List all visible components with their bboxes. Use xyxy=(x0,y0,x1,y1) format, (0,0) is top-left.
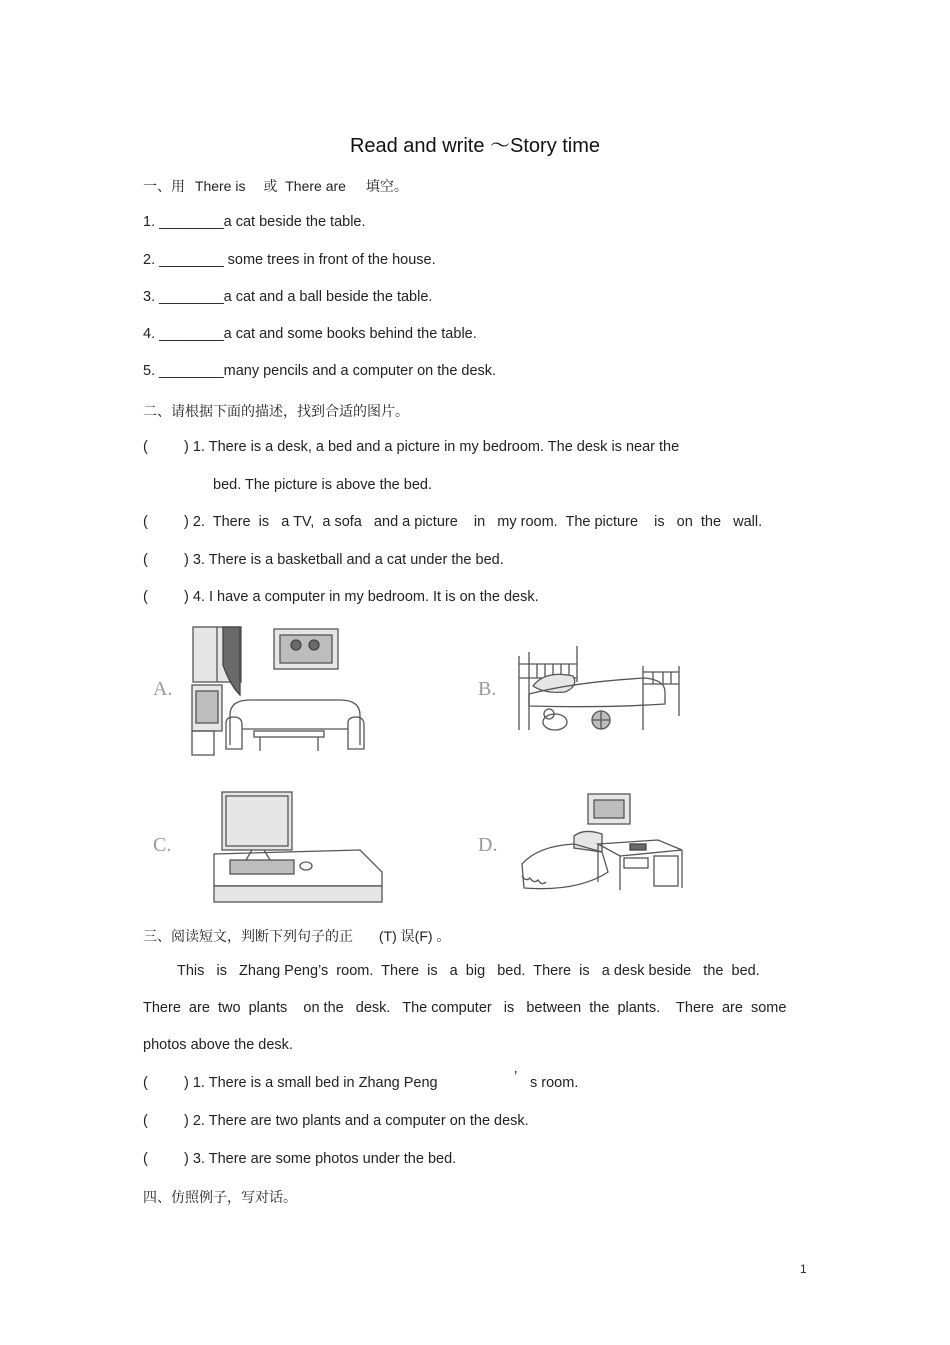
exercise-item: ) 2. There are two plants and a computer on the desk. xyxy=(184,1113,529,1129)
heading-part: 或 xyxy=(263,178,278,194)
exercise-item: 1. ________a cat beside the table. xyxy=(143,214,366,230)
heading-part: 填空。 xyxy=(365,178,408,194)
picture-b-bed xyxy=(515,642,685,738)
exercise-item: ) 1. There is a desk, a bed and a picture in my bedroom. The desk is near the xyxy=(184,439,680,455)
answer-paren: ( xyxy=(143,552,148,568)
exercise-item: 2. ________ some trees in front of the house. xyxy=(143,252,436,268)
exercise-item: 3. ________a cat and a ball beside the table. xyxy=(143,289,433,305)
section1-heading xyxy=(143,176,408,196)
heading-part: There is xyxy=(194,178,246,194)
section2-heading: 二、请根据下面的描述，找到合适的图片。 xyxy=(143,403,409,419)
page-title: Read and write ～Story time xyxy=(349,135,601,157)
picture-a-living-room xyxy=(190,625,365,757)
passage-line: photos above the desk. xyxy=(143,1037,293,1053)
answer-paren: ( xyxy=(143,589,148,605)
section3-heading xyxy=(143,926,450,946)
picture-d-bedroom xyxy=(518,792,686,896)
heading-part: 一、用 xyxy=(143,178,185,194)
heading-part: (T) 误(F) 。 xyxy=(378,928,451,944)
answer-paren: ( xyxy=(143,439,148,455)
exercise-item: ) 3. There are some photos under the bed. xyxy=(184,1151,457,1167)
passage-line: There are two plants on the desk. The computer is between the plants. There are some xyxy=(143,1000,787,1016)
exercise-item: ) 3. There is a basketball and a cat under the bed. xyxy=(184,552,504,568)
answer-paren: ( xyxy=(143,514,148,530)
answer-paren: ( xyxy=(143,1075,148,1091)
picture-label-c: C. xyxy=(153,834,172,856)
exercise-item: ) 4. I have a computer in my bedroom. It is on the desk. xyxy=(184,589,539,605)
picture-c-computer xyxy=(210,790,385,904)
page-number: 1 xyxy=(800,1262,807,1276)
answer-paren: ( xyxy=(143,1113,148,1129)
apostrophe: ’ xyxy=(514,1069,518,1085)
heading-part: There are xyxy=(285,178,346,194)
section4-heading: 四、仿照例子，写对话。 xyxy=(143,1189,297,1205)
exercise-item: ) 1. There is a small bed in Zhang Peng xyxy=(184,1075,438,1091)
exercise-item: 4. ________a cat and some books behind the table. xyxy=(143,326,477,342)
exercise-item-tail: s room. xyxy=(530,1075,579,1091)
picture-label-d: D. xyxy=(478,834,498,856)
picture-label-a: A. xyxy=(153,678,173,700)
exercise-item: 5. ________many pencils and a computer on the desk. xyxy=(143,363,497,379)
exercise-item: ) 2. There is a TV, a sofa and a picture in my room. The picture is on the wall. xyxy=(184,514,763,530)
exercise-item-continued: bed. The picture is above the bed. xyxy=(213,477,432,493)
passage-line: This is Zhang Peng’s room. There is a big bed. There is a desk beside the bed. xyxy=(177,963,760,979)
picture-label-b: B. xyxy=(478,678,497,700)
answer-paren: ( xyxy=(143,1151,148,1167)
heading-part: 三、阅读短文，判断下列句子的正 xyxy=(143,928,353,944)
